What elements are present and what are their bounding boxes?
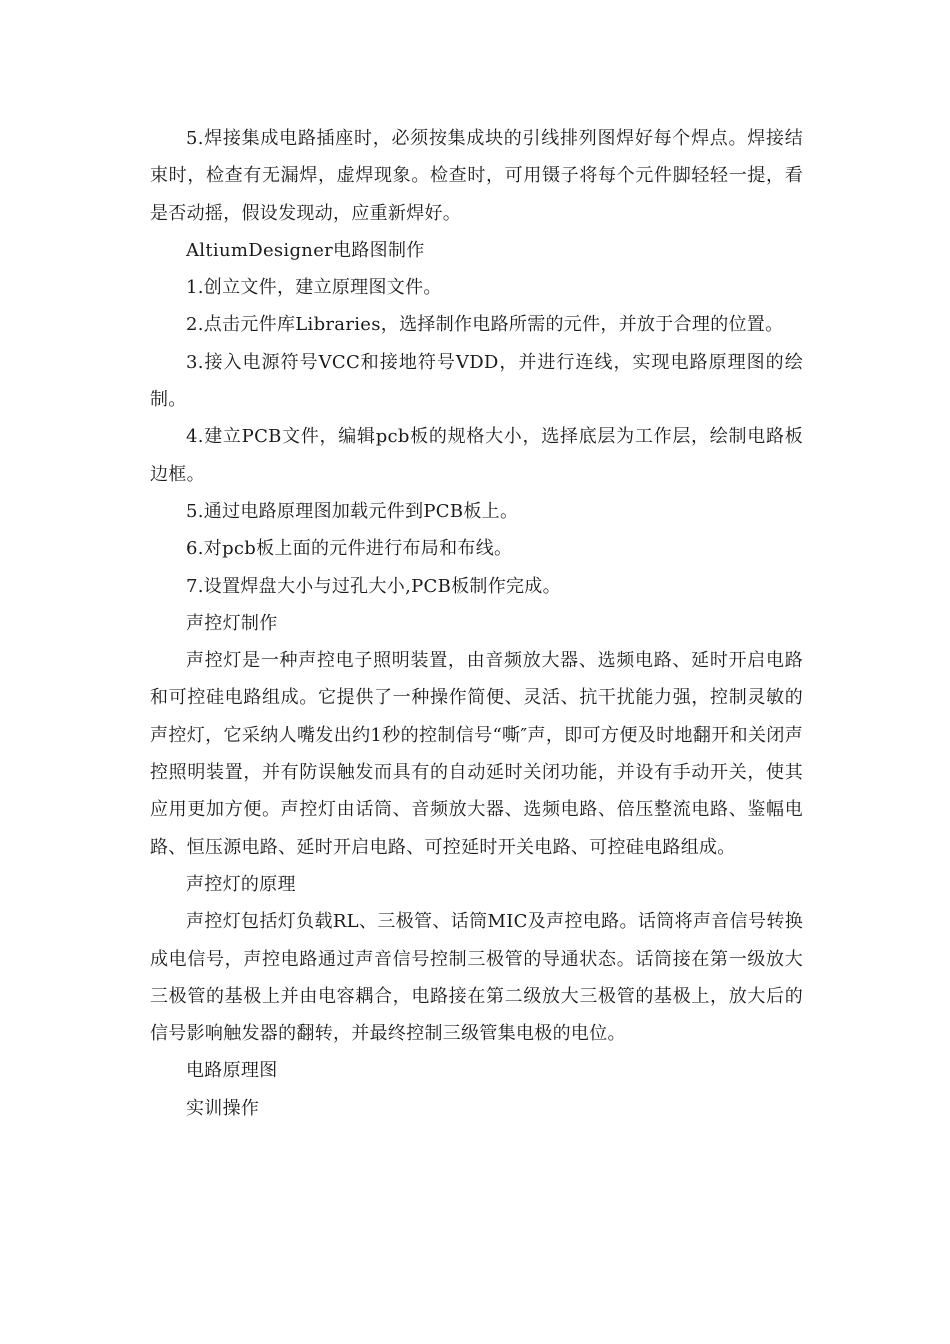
paragraph-altium-step-6: 6.对pcb板上面的元件进行布局和布线。 xyxy=(186,538,513,560)
heading-voice-lamp-principle: 声控灯的原理 xyxy=(186,873,296,895)
paragraph-soldering-step-5: 5.焊接集成电路插座时，必须按集成块的引线排列图焊好每个焊点。焊接结束时，检查有无漏焊，虚焊现象。检查时，可用镊子将每个元件脚轻轻一提，看是否动摇，假设发现动，应重新焊好。 xyxy=(150,128,803,224)
paragraph-altium-step-2: 2.点击元件库Libraries，选择制作电路所需的元件，并放于合理的位置。 xyxy=(186,314,784,336)
heading-circuit-schematic: 电路原理图 xyxy=(186,1060,278,1082)
paragraph-altium-step-5: 5.通过电路原理图加载元件到PCB板上。 xyxy=(186,500,519,522)
paragraph-altium-step-1: 1.创立文件，建立原理图文件。 xyxy=(186,277,442,299)
heading-altium-designer: AltiumDesigner电路图制作 xyxy=(186,239,425,261)
paragraph-altium-step-4: 4.建立PCB文件，编辑pcb板的规格大小，选择底层为工作层，绘制电路板边框。 xyxy=(150,426,803,485)
document-page xyxy=(150,120,803,1127)
paragraph-voice-lamp-description: 声控灯是一种声控电子照明装置，由音频放大器、选频电路、延时开启电路和可控硅电路组成。它提供了一种操作简便、灵活、抗干扰能力强，控制灵敏的声控灯，它采纳人嘴发出约1秒的控制信号“嘶″声，即可方便及时地翻开和关闭声控照明装置，并有防误触发而具有的自动延时关闭功能，并设有手动开关，使其应用更加方便。声控灯由话筒、音频放大器、选频电路、倍压整流电路、鉴幅电路、恒压源电路、延时开启电路、可控延时开关电路、可控硅电路组成。 xyxy=(150,650,803,858)
heading-practical-operation: 实训操作 xyxy=(186,1097,260,1119)
paragraph-altium-step-7: 7.设置焊盘大小与过孔大小,PCB板制作完成。 xyxy=(186,575,561,597)
heading-voice-lamp-making: 声控灯制作 xyxy=(186,612,278,634)
paragraph-voice-lamp-principle: 声控灯包括灯负载RL、三极管、话筒MIC及声控电路。话筒将声音信号转换成电信号，声控电路通过声音信号控制三极管的导通状态。话筒接在第一级放大三极管的基极上并由电容耦合，电路接在第二级放大三极管的基极上，放大后的信号影响触发器的翻转，并最终控制三级管集电极的电位。 xyxy=(150,911,803,1045)
paragraph-altium-step-3: 3.接入电源符号VCC和接地符号VDD，并进行连线，实现电路原理图的绘制。 xyxy=(150,351,803,411)
